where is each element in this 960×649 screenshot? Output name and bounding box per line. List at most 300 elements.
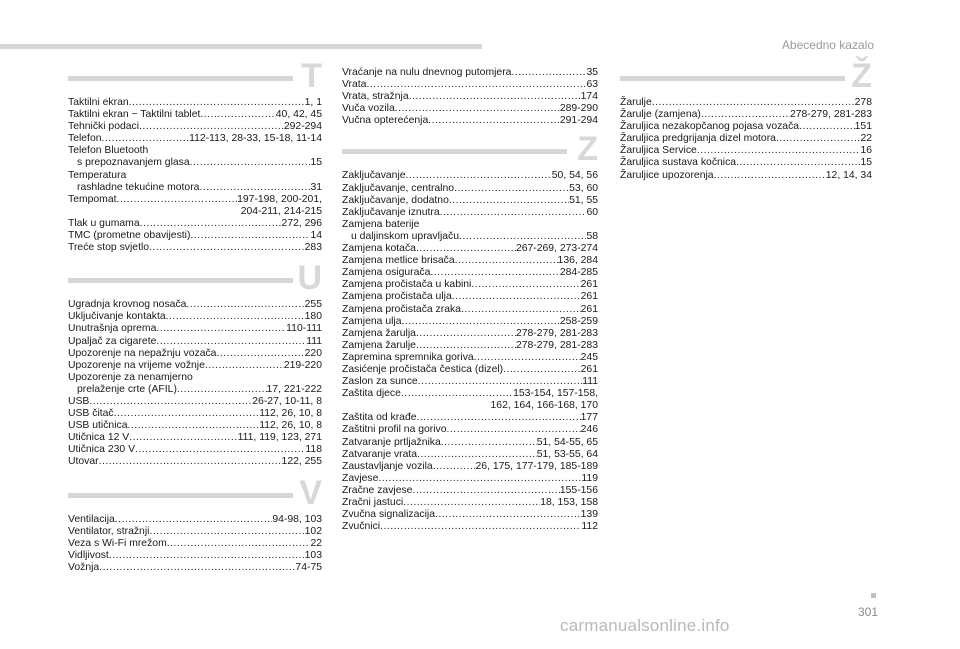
entry-term: Ugradnja krovnog nosača [68, 299, 187, 311]
entry-term: Zamjena žarulja [342, 327, 416, 339]
index-entry[interactable] [342, 243, 598, 255]
index-entry[interactable] [342, 279, 598, 291]
entry-term: USB [68, 395, 90, 407]
index-entry[interactable] [342, 103, 598, 115]
entry-term: Vučna opterećenja [342, 115, 429, 127]
entry-term: Zamjena baterije [342, 218, 420, 230]
index-entry[interactable] [68, 444, 322, 456]
entry-term: u daljinskom upravljaču [351, 230, 460, 242]
index-entry[interactable] [342, 449, 598, 461]
entry-line [342, 279, 598, 291]
entry-pages: 18, 153, 158 [540, 497, 598, 508]
dot-leader [455, 255, 558, 267]
index-entry[interactable] [342, 521, 598, 533]
entry-pages: 16 [860, 145, 872, 157]
index-entry-list [342, 67, 598, 127]
entry-pages: 289-290 [559, 103, 598, 115]
entry-pages: 31 [310, 181, 322, 193]
entry-pages: 261 [580, 363, 598, 375]
entry-line [342, 521, 598, 533]
index-entry[interactable] [68, 311, 322, 323]
entry-line [68, 336, 322, 348]
index-entry[interactable] [620, 170, 872, 182]
entry-pages: 292-294 [283, 121, 322, 133]
entry-pages: 74-75 [295, 561, 322, 573]
entry-term: Žaruljica sustava kočnica [620, 157, 737, 169]
entry-line [342, 316, 598, 328]
index-entry[interactable] [68, 432, 322, 444]
entry-pages: 58 [586, 230, 598, 242]
entry-pages: 291-294 [559, 115, 598, 127]
index-entry[interactable] [342, 267, 598, 279]
entry-pages: 60 [586, 206, 598, 218]
entry-line [68, 121, 322, 133]
entry-pages: 50, 54, 56 [551, 170, 598, 182]
entry-term: Zamjena pročistača ulja [342, 291, 452, 303]
entry-pages: 177 [580, 412, 598, 424]
entry-line [68, 396, 322, 408]
dot-leader [449, 195, 569, 207]
entry-line [342, 424, 598, 436]
index-entry[interactable] [342, 388, 598, 412]
dot-leader [412, 485, 559, 497]
entry-term: Tlak u gumama [68, 217, 140, 229]
index-entry[interactable] [342, 79, 598, 91]
entry-line [620, 145, 872, 157]
entry-line [342, 388, 598, 400]
entry-pages: 153-154, 157-158, [513, 388, 598, 400]
entry-pages: 258-259 [559, 315, 598, 327]
entry-line [68, 360, 322, 372]
entry-term: USB čitač [68, 408, 114, 420]
entry-subline [342, 231, 598, 243]
index-entry[interactable] [68, 538, 322, 550]
dot-leader [156, 323, 286, 335]
entry-term: Zaključavanje, centralno [342, 182, 455, 194]
entry-line [620, 170, 872, 182]
index-entry[interactable] [68, 514, 322, 526]
index-entry[interactable] [342, 219, 598, 243]
dot-leader [511, 67, 586, 79]
entry-pages: 22 [860, 133, 872, 145]
entry-line [342, 376, 598, 388]
index-entry[interactable] [68, 109, 322, 121]
entry-pages: 122, 255 [281, 456, 322, 468]
index-entry[interactable] [342, 340, 598, 352]
index-entry[interactable] [342, 207, 598, 219]
entry-term: Zatvaranje prtljažnika [342, 436, 441, 448]
entry-pages: 111 [306, 335, 322, 347]
section-header [68, 473, 322, 512]
entry-line [68, 408, 322, 420]
index-entry-list [342, 170, 598, 533]
index-entry[interactable] [342, 497, 598, 509]
entry-line [620, 97, 872, 109]
entry-term: Zvučnici [342, 521, 381, 533]
dot-leader [736, 157, 860, 169]
entry-pages: 112, 26, 10, 8 [259, 408, 322, 420]
dot-leader [440, 207, 587, 219]
entry-line [68, 97, 322, 109]
entry-term: Temperatura [68, 169, 127, 181]
section-rule [342, 149, 567, 154]
entry-line [68, 145, 322, 157]
dot-leader [366, 79, 586, 91]
index-entry-list [68, 514, 322, 574]
entry-term: Zamjena pročistača u kabini [342, 279, 472, 291]
index-entry[interactable] [342, 183, 598, 195]
entry-term: Zapremina spremnika goriva [342, 351, 474, 363]
entry-line [68, 109, 322, 121]
entry-term: Vrata [342, 79, 367, 91]
section-rule [68, 493, 293, 498]
index-entry[interactable] [68, 194, 322, 218]
entry-line [620, 109, 872, 121]
index-entry[interactable] [342, 509, 598, 521]
index-section-v [68, 473, 322, 574]
entry-term: Zamjena kotača [342, 243, 416, 255]
entry-pages: 112 [581, 521, 598, 533]
index-entry[interactable] [68, 218, 322, 230]
index-entry[interactable] [342, 473, 598, 485]
index-entry[interactable] [68, 133, 322, 145]
entry-line [68, 526, 322, 538]
index-section-z [342, 130, 598, 533]
entry-line [342, 364, 598, 376]
index-entry[interactable] [68, 408, 322, 420]
entry-term: Zaustavljanje vozila [342, 460, 433, 472]
entry-pages: 110-111 [286, 323, 322, 335]
index-section-t [68, 57, 322, 254]
dot-leader [167, 538, 311, 550]
index-column-2 [342, 64, 598, 533]
entry-line [68, 242, 322, 254]
entry-pages: 15 [860, 157, 872, 169]
dot-leader [140, 218, 282, 230]
dot-leader [416, 340, 516, 352]
entry-term: Uključivanje kontakta [68, 311, 166, 323]
index-entry[interactable] [620, 109, 872, 121]
index-entry[interactable] [342, 91, 598, 103]
entry-page-continuation: 204-211, 214-215 [240, 205, 322, 217]
index-entry[interactable] [68, 299, 322, 311]
dot-leader [402, 316, 560, 328]
entry-line [342, 67, 598, 79]
dot-leader [190, 157, 311, 169]
index-entry[interactable] [68, 230, 322, 242]
header-bar [0, 44, 482, 49]
entry-pages: 272, 296 [281, 217, 322, 229]
entry-line [342, 103, 598, 115]
entry-term: Žarulje (zamjena) [620, 109, 701, 121]
entry-term: TMC (prometne obavijesti) [68, 230, 191, 242]
index-entry[interactable] [68, 97, 322, 109]
index-entry[interactable] [342, 328, 598, 340]
index-entry[interactable] [68, 121, 322, 133]
dot-leader [200, 109, 275, 121]
index-entry[interactable] [68, 420, 322, 432]
dot-leader [799, 121, 855, 133]
dot-leader [459, 231, 586, 243]
entry-line [342, 473, 598, 485]
index-entry[interactable] [342, 437, 598, 449]
index-entry[interactable] [342, 352, 598, 364]
entry-pages: 112, 26, 10, 8 [259, 420, 322, 432]
dot-leader [471, 279, 580, 291]
index-entry[interactable] [68, 456, 322, 468]
entry-term: Žarulje [620, 97, 652, 108]
index-entry[interactable] [342, 170, 598, 182]
index-entry[interactable] [620, 157, 872, 169]
entry-pages: 112-113, 28-33, 15-18, 11-14 [189, 133, 322, 145]
dot-leader [474, 352, 581, 364]
section-header [620, 57, 872, 95]
entry-pages: 278-279, 281-283 [515, 339, 598, 351]
page-marker [871, 593, 876, 598]
dot-leader [127, 420, 259, 432]
section-rule [68, 278, 293, 283]
entry-term: Žaruljica predgrijanja dizel motora [620, 133, 776, 145]
entry-term: Zasićenje pročistača čestica (dizel) [342, 363, 504, 375]
entry-term: Zatvaranje vrata [342, 448, 418, 460]
index-entry[interactable] [342, 67, 598, 79]
dot-leader [186, 299, 304, 311]
section-letter: T [301, 57, 322, 95]
entry-pages: 111, 119, 123, 271 [237, 432, 322, 444]
entry-line [342, 509, 598, 521]
entry-line [342, 243, 598, 255]
entry-term: Vraćanje na nulu dnevnog putomjera [342, 67, 512, 78]
entry-line [68, 514, 322, 526]
entry-pages: 118 [305, 444, 322, 456]
entry-line [68, 133, 322, 145]
entry-term: Zaštita od krađe [342, 412, 417, 424]
entry-term: Upozorenje na vrijeme vožnje [68, 359, 205, 371]
entry-subline [68, 384, 322, 396]
entry-pages: 180 [304, 311, 322, 323]
entry-pages: 278 [854, 97, 872, 108]
entry-pages: 151 [854, 121, 872, 133]
dot-leader [115, 514, 273, 526]
index-entry[interactable] [342, 364, 598, 376]
dot-leader [697, 145, 861, 157]
dot-leader [139, 121, 284, 133]
index-entry[interactable] [620, 121, 872, 133]
entry-term: Vrata, stražnja [342, 91, 409, 103]
entry-term: Zračni jastuci [342, 497, 404, 508]
index-section-u [68, 259, 322, 468]
entry-subline [68, 182, 322, 194]
index-entry[interactable] [342, 424, 598, 436]
entry-pages: 103 [304, 549, 322, 561]
entry-line [68, 444, 322, 456]
index-entry[interactable] [342, 291, 598, 303]
entry-line [68, 311, 322, 323]
entry-term: Upozorenje za nenamjerno [68, 371, 193, 383]
index-entry[interactable] [342, 115, 598, 127]
entry-pages: 51, 55 [569, 194, 598, 206]
section-letter: U [297, 259, 322, 298]
dot-leader [416, 243, 516, 255]
index-entry[interactable] [68, 526, 322, 538]
entry-line [342, 328, 598, 340]
entry-term: Tempomat [68, 193, 117, 205]
entry-term: Ventilacija [68, 513, 115, 525]
entry-pages: 51, 53-55, 64 [536, 448, 598, 460]
entry-term: Zračne zavjese [342, 484, 413, 496]
entry-term: Upozorenje na nepažnju vozača [68, 347, 217, 359]
entry-term: Zaključavanje [342, 170, 406, 182]
index-entry[interactable] [68, 360, 322, 372]
entry-term: prelaženje crte (AFIL) [77, 383, 177, 395]
dot-leader [776, 133, 861, 145]
index-entry[interactable] [342, 485, 598, 497]
dot-leader [378, 473, 581, 485]
entry-term: Zaključavanje, dodatno [342, 194, 449, 206]
dot-leader [99, 562, 295, 574]
entry-term: Žaruljica Service [620, 145, 697, 157]
entry-line [68, 372, 322, 384]
entry-line [68, 323, 322, 335]
entry-term: Ventilator, stražnji [68, 525, 150, 537]
index-entry[interactable] [342, 255, 598, 267]
index-entry[interactable] [342, 376, 598, 388]
entry-term: Zaslon za sunce [342, 376, 418, 388]
entry-term: Žaruljica nezakopčanog pojasa vozača [620, 121, 800, 133]
entry-term: Zaštitni profil na gorivo [342, 424, 447, 436]
dot-leader [441, 437, 537, 449]
entry-line [620, 121, 872, 133]
dot-leader [199, 182, 310, 194]
entry-term: Utičnica 12 V [68, 432, 130, 444]
index-entry[interactable] [68, 396, 322, 408]
entry-pages: 255 [304, 299, 322, 311]
entry-pages: 12, 14, 34 [825, 169, 872, 181]
entry-pages: 94-98, 103 [272, 513, 322, 525]
index-entry[interactable] [342, 412, 598, 424]
dot-leader [714, 170, 826, 182]
entry-line [342, 461, 598, 473]
entry-line [342, 183, 598, 195]
entry-line [68, 299, 322, 311]
dot-leader [417, 412, 581, 424]
entry-pages: 26-27, 10-11, 8 [252, 395, 322, 407]
dot-leader [149, 526, 304, 538]
entry-term: Zaključavanje iznutra [342, 206, 440, 218]
dot-leader [216, 348, 304, 360]
index-entry[interactable] [68, 336, 322, 348]
page-header-title: Abecedno kazalo [781, 38, 874, 52]
index-entry[interactable] [68, 170, 322, 194]
index-entry[interactable] [68, 550, 322, 562]
entry-line [68, 432, 322, 444]
entry-line [342, 207, 598, 219]
entry-pages: 155-156 [559, 484, 598, 496]
entry-term: Upaljač za cigarete [68, 335, 157, 347]
entry-term: Vidljivost [68, 549, 109, 561]
index-entry[interactable] [68, 372, 322, 396]
index-entry-list [68, 299, 322, 468]
entry-pages: 220 [304, 347, 322, 359]
dot-leader [99, 456, 282, 468]
index-entry[interactable] [342, 304, 598, 316]
entry-pages: 111 [582, 376, 598, 388]
entry-pages: 14 [310, 230, 322, 242]
entry-pages: 261 [580, 291, 598, 303]
entry-term: Vožnja [68, 561, 100, 573]
entry-line [342, 195, 598, 207]
dot-leader [435, 509, 581, 521]
entry-term: Veza s Wi-Fi mrežom [68, 537, 167, 549]
dot-leader [114, 408, 260, 420]
entry-term: Vuča vozila [342, 103, 395, 115]
section-letter: Z [577, 130, 598, 169]
index-entry[interactable] [342, 461, 598, 473]
dot-leader [454, 183, 569, 195]
entry-term: Zamjena žarulje [342, 339, 416, 351]
entry-line [342, 449, 598, 461]
index-entry[interactable] [68, 145, 322, 169]
dot-leader [156, 336, 306, 348]
dot-leader [135, 444, 305, 456]
entry-term: Unutrašnja oprema [68, 323, 157, 335]
entry-line [342, 91, 598, 103]
entry-line [342, 304, 598, 316]
dot-leader [190, 230, 310, 242]
entry-line [342, 437, 598, 449]
index-entry[interactable] [68, 562, 322, 574]
entry-line [342, 485, 598, 497]
entry-line [342, 267, 598, 279]
index-entry[interactable] [342, 195, 598, 207]
index-entry[interactable] [620, 133, 872, 145]
index-column-1 [68, 57, 322, 574]
entry-line [68, 550, 322, 562]
index-entry[interactable] [620, 97, 872, 109]
entry-pages: 219-220 [283, 359, 322, 371]
entry-pages: 197-198, 200-201, [237, 193, 322, 205]
dot-leader [380, 521, 581, 533]
entry-line [68, 348, 322, 360]
entry-line [620, 157, 872, 169]
entry-line [342, 219, 598, 231]
index-entry[interactable] [68, 242, 322, 254]
dot-leader [395, 103, 560, 115]
entry-term: Utovar [68, 456, 99, 468]
entry-pages: 245 [580, 351, 598, 363]
entry-term: Žaruljice upozorenja [620, 169, 714, 181]
index-entry[interactable] [620, 145, 872, 157]
dot-leader [503, 364, 581, 376]
index-entry[interactable] [68, 323, 322, 335]
dot-leader [409, 91, 581, 103]
entry-term: Telefon Bluetooth [68, 145, 149, 157]
dot-leader [652, 97, 855, 109]
entry-page-continuation: 162, 164, 166-168, 170 [490, 400, 598, 412]
dot-leader [461, 304, 581, 316]
dot-leader [416, 328, 516, 340]
dot-leader [401, 388, 513, 400]
index-entry[interactable] [342, 316, 598, 328]
entry-term: rashladne tekućine motora [77, 181, 200, 193]
entry-term: USB utičnica [68, 420, 128, 432]
dot-leader [117, 194, 238, 206]
entry-pages: 261 [580, 279, 598, 291]
index-entry[interactable] [68, 348, 322, 360]
entry-pages: 17, 221-222 [266, 383, 322, 395]
entry-pages: 267-269, 273-274 [515, 243, 598, 255]
entry-pages: 284-285 [559, 267, 598, 279]
